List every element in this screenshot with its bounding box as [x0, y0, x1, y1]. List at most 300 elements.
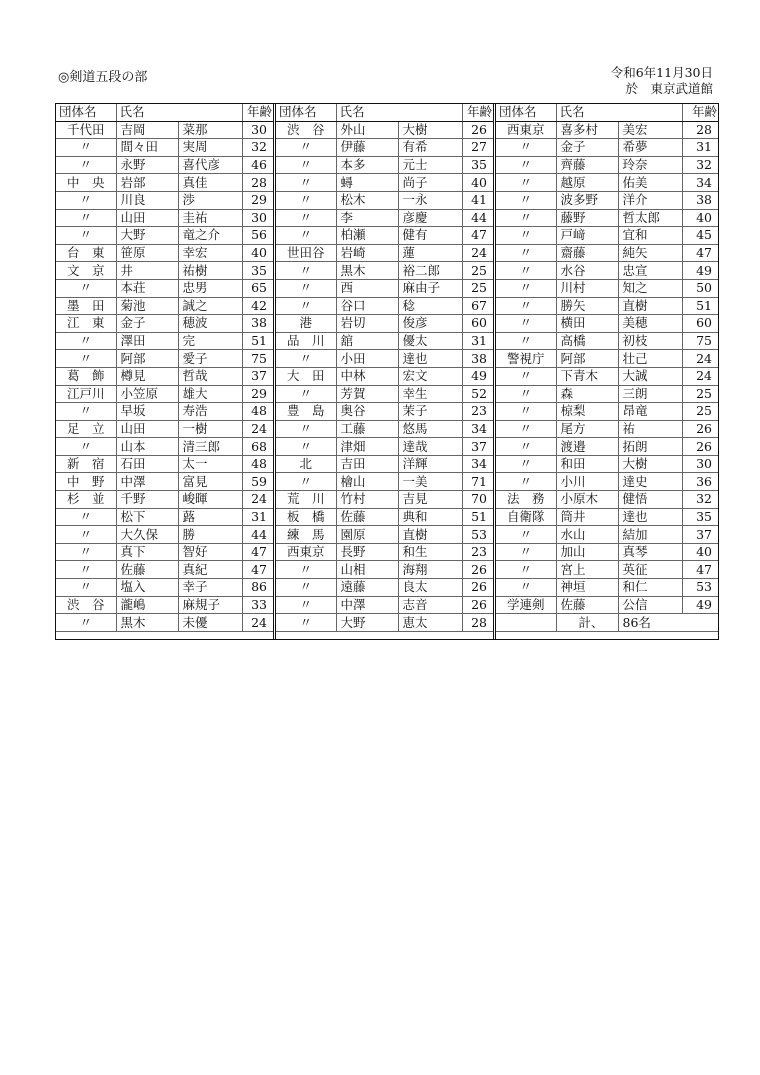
- surname-cell: 大久保: [116, 526, 178, 544]
- org-cell: 〃: [496, 297, 556, 315]
- surname-cell: 山本: [116, 438, 178, 456]
- org-cell: 〃: [276, 561, 336, 579]
- table-row: [276, 262, 493, 280]
- org-cell: 〃: [496, 139, 556, 157]
- table-row: [496, 350, 718, 368]
- surname-cell: 小笠原: [116, 385, 178, 403]
- given-name-cell: 結加: [618, 526, 682, 544]
- age-cell: 29: [242, 385, 273, 403]
- given-name-cell: 優太: [398, 332, 462, 350]
- org-cell: 〃: [276, 579, 336, 597]
- org-cell: 〃: [496, 315, 556, 333]
- surname-cell: 筒井: [556, 508, 618, 526]
- age-cell: 53: [682, 579, 718, 597]
- age-cell: 44: [242, 526, 273, 544]
- surname-cell: 津畑: [336, 438, 398, 456]
- surname-cell: 佐藤: [116, 561, 178, 579]
- surname-cell: 竹村: [336, 491, 398, 509]
- given-name-cell: 吉見: [398, 491, 462, 509]
- given-name-cell: 佑美: [618, 174, 682, 192]
- age-cell: 38: [462, 350, 493, 368]
- age-cell: 41: [462, 191, 493, 209]
- given-name-cell: 志音: [398, 596, 462, 614]
- org-cell: 世田谷: [276, 244, 336, 262]
- age-cell: 42: [242, 297, 273, 315]
- given-name-cell: 穂波: [178, 315, 242, 333]
- name-column-header: 氏名: [556, 104, 682, 121]
- org-cell: 〃: [56, 279, 116, 297]
- org-cell: 〃: [496, 367, 556, 385]
- surname-cell: 金子: [116, 315, 178, 333]
- age-cell: 32: [242, 139, 273, 157]
- given-name-cell: 太一: [178, 455, 242, 473]
- given-name-cell: 壮己: [618, 350, 682, 368]
- given-name-cell: 有希: [398, 139, 462, 157]
- surname-cell: 宮上: [556, 561, 618, 579]
- surname-cell: 勝矢: [556, 297, 618, 315]
- org-cell: 渋 谷: [276, 121, 336, 139]
- table-row: [496, 508, 718, 526]
- table-row: [496, 332, 718, 350]
- surname-cell: 戸﨑: [556, 227, 618, 245]
- given-name-cell: 直樹: [618, 297, 682, 315]
- table-row: [276, 561, 493, 579]
- org-cell: 練 馬: [276, 526, 336, 544]
- surname-cell: 横田: [556, 315, 618, 333]
- table-row: [276, 156, 493, 174]
- org-cell: 〃: [496, 227, 556, 245]
- given-name-cell: 大誠: [618, 367, 682, 385]
- given-name-cell: 良太: [398, 579, 462, 597]
- table-row: [56, 297, 273, 315]
- given-name-cell: 裕二郎: [398, 262, 462, 280]
- column-header-row: [496, 104, 718, 121]
- age-cell: 60: [682, 315, 718, 333]
- table-row: [496, 174, 718, 192]
- surname-cell: 岩部: [116, 174, 178, 192]
- org-cell: 西東京: [276, 543, 336, 561]
- age-cell: 86: [242, 579, 273, 597]
- surname-cell: 本荘: [116, 279, 178, 297]
- header-info: [611, 65, 713, 97]
- table-row: [56, 579, 273, 597]
- org-cell: 〃: [56, 191, 116, 209]
- age-cell: 32: [682, 491, 718, 509]
- org-cell: 葛 飾: [56, 367, 116, 385]
- roster-table-block: [276, 104, 493, 632]
- age-cell: 49: [682, 262, 718, 280]
- roster-table: [55, 103, 719, 640]
- age-cell: 50: [682, 279, 718, 297]
- total-label: 計、: [556, 614, 618, 632]
- org-cell: 品 川: [276, 332, 336, 350]
- age-cell: 49: [462, 367, 493, 385]
- age-cell: 47: [242, 561, 273, 579]
- age-cell: 75: [682, 332, 718, 350]
- given-name-cell: 真琴: [618, 543, 682, 561]
- table-row: [496, 596, 718, 614]
- given-name-cell: 恵太: [398, 614, 462, 632]
- org-cell: 〃: [496, 403, 556, 421]
- given-name-cell: 和仁: [618, 579, 682, 597]
- table-row: [276, 367, 493, 385]
- roster-block-3: [496, 104, 718, 639]
- given-name-cell: 一永: [398, 191, 462, 209]
- given-name-cell: 大樹: [398, 121, 462, 139]
- org-cell: 〃: [56, 508, 116, 526]
- table-row: [496, 403, 718, 421]
- surname-cell: 小原木: [556, 491, 618, 509]
- table-row: [276, 350, 493, 368]
- org-cell: 台 東: [56, 244, 116, 262]
- org-column-header: 団体名: [56, 104, 116, 121]
- surname-cell: 伊藤: [336, 139, 398, 157]
- age-cell: 53: [462, 526, 493, 544]
- surname-cell: 間々田: [116, 139, 178, 157]
- age-cell: 52: [462, 385, 493, 403]
- given-name-cell: 達哉: [398, 438, 462, 456]
- table-row: [496, 579, 718, 597]
- org-cell: 〃: [496, 174, 556, 192]
- surname-cell: 黒木: [116, 614, 178, 632]
- given-name-cell: 知之: [618, 279, 682, 297]
- org-cell: 杉 並: [56, 491, 116, 509]
- age-cell: 56: [242, 227, 273, 245]
- age-cell: 49: [682, 596, 718, 614]
- given-name-cell: 麻規子: [178, 596, 242, 614]
- surname-cell: 西: [336, 279, 398, 297]
- surname-cell: 大野: [116, 227, 178, 245]
- table-row: [56, 420, 273, 438]
- given-name-cell: 蓮: [398, 244, 462, 262]
- org-cell: 〃: [276, 227, 336, 245]
- surname-cell: 喜多村: [556, 121, 618, 139]
- given-name-cell: 英征: [618, 561, 682, 579]
- org-cell: 〃: [56, 438, 116, 456]
- given-name-cell: 美宏: [618, 121, 682, 139]
- surname-cell: 笹原: [116, 244, 178, 262]
- surname-cell: 遠藤: [336, 579, 398, 597]
- age-cell: 51: [462, 508, 493, 526]
- org-cell: 北: [276, 455, 336, 473]
- event-date: 令和6年11月30日: [610, 65, 713, 80]
- surname-cell: 澤田: [116, 332, 178, 350]
- surname-cell: 松下: [116, 508, 178, 526]
- table-row: [56, 315, 273, 333]
- given-name-cell: 一美: [398, 473, 462, 491]
- table-row: [56, 438, 273, 456]
- surname-cell: 佐藤: [336, 508, 398, 526]
- org-cell: 〃: [276, 139, 336, 157]
- org-cell: 新 宿: [56, 455, 116, 473]
- given-name-cell: 茉子: [398, 403, 462, 421]
- org-cell: 〃: [56, 350, 116, 368]
- given-name-cell: 大樹: [618, 455, 682, 473]
- surname-cell: 高橋: [556, 332, 618, 350]
- given-name-cell: 竜之介: [178, 227, 242, 245]
- table-row: [276, 227, 493, 245]
- org-cell: 〃: [496, 543, 556, 561]
- age-cell: 25: [682, 403, 718, 421]
- org-cell: 〃: [496, 332, 556, 350]
- age-cell: 51: [242, 332, 273, 350]
- table-row: [56, 262, 273, 280]
- table-row: [56, 279, 273, 297]
- given-name-cell: 雄大: [178, 385, 242, 403]
- given-name-cell: 達史: [618, 473, 682, 491]
- table-row: [496, 420, 718, 438]
- table-row: [496, 121, 718, 139]
- surname-cell: 工藤: [336, 420, 398, 438]
- age-cell: 47: [682, 561, 718, 579]
- age-cell: 26: [462, 121, 493, 139]
- table-row: [276, 543, 493, 561]
- table-row: [56, 156, 273, 174]
- org-cell: 港: [276, 315, 336, 333]
- org-cell: 江戸川: [56, 385, 116, 403]
- table-row: [276, 385, 493, 403]
- surname-cell: 小田: [336, 350, 398, 368]
- table-row: [56, 227, 273, 245]
- given-name-cell: 幸宏: [178, 244, 242, 262]
- age-cell: 30: [242, 209, 273, 227]
- surname-cell: 園原: [336, 526, 398, 544]
- given-name-cell: 洋介: [618, 191, 682, 209]
- given-name-cell: 幸子: [178, 579, 242, 597]
- org-column-header: 団体名: [496, 104, 556, 121]
- org-cell: 文 京: [56, 262, 116, 280]
- given-name-cell: 実周: [178, 139, 242, 157]
- surname-cell: 川良: [116, 191, 178, 209]
- table-row: [56, 455, 273, 473]
- given-name-cell: 一樹: [178, 420, 242, 438]
- age-cell: 31: [462, 332, 493, 350]
- table-row: [276, 526, 493, 544]
- table-row: [276, 438, 493, 456]
- surname-cell: 李: [336, 209, 398, 227]
- roster-table-block: [496, 104, 718, 632]
- org-cell: 〃: [496, 561, 556, 579]
- age-cell: 26: [462, 579, 493, 597]
- column-header-row: [56, 104, 273, 121]
- org-cell: 〃: [276, 385, 336, 403]
- table-row: [496, 139, 718, 157]
- table-row: [496, 526, 718, 544]
- org-cell: 〃: [496, 279, 556, 297]
- age-cell: 25: [682, 385, 718, 403]
- surname-cell: 永野: [116, 156, 178, 174]
- page-title: ◎剣道五段の部: [58, 70, 148, 85]
- age-cell: 47: [242, 543, 273, 561]
- org-cell: 〃: [276, 174, 336, 192]
- roster-block-2: [276, 104, 496, 639]
- age-cell: 24: [242, 491, 273, 509]
- table-row: [276, 191, 493, 209]
- surname-cell: 小川: [556, 473, 618, 491]
- given-name-cell: 海翔: [398, 561, 462, 579]
- table-row: [496, 438, 718, 456]
- surname-cell: 中澤: [336, 596, 398, 614]
- age-cell: 26: [682, 420, 718, 438]
- age-cell: 70: [462, 491, 493, 509]
- given-name-cell: 智好: [178, 543, 242, 561]
- age-cell: 32: [682, 156, 718, 174]
- table-row: [56, 403, 273, 421]
- age-cell: 24: [242, 420, 273, 438]
- given-name-cell: 愛子: [178, 350, 242, 368]
- age-cell: 26: [682, 438, 718, 456]
- table-row: [496, 227, 718, 245]
- age-cell: 26: [462, 561, 493, 579]
- age-cell: 31: [242, 508, 273, 526]
- table-row: [56, 244, 273, 262]
- table-row: [276, 174, 493, 192]
- org-cell: 〃: [276, 596, 336, 614]
- surname-cell: 樽見: [116, 367, 178, 385]
- age-cell: 25: [462, 279, 493, 297]
- table-row: [276, 491, 493, 509]
- org-cell: 警視庁: [496, 350, 556, 368]
- given-name-cell: 美穂: [618, 315, 682, 333]
- given-name-cell: 悠馬: [398, 420, 462, 438]
- org-cell: 中 野: [56, 473, 116, 491]
- given-name-cell: 達也: [618, 508, 682, 526]
- given-name-cell: 拓朗: [618, 438, 682, 456]
- age-cell: 34: [462, 455, 493, 473]
- given-name-cell: 祐: [618, 420, 682, 438]
- org-cell: 〃: [56, 403, 116, 421]
- age-cell: 36: [682, 473, 718, 491]
- age-cell: 37: [682, 526, 718, 544]
- age-cell: 34: [462, 420, 493, 438]
- surname-cell: 柏瀬: [336, 227, 398, 245]
- org-cell: 〃: [496, 579, 556, 597]
- org-cell: 江 東: [56, 315, 116, 333]
- given-name-cell: 真佳: [178, 174, 242, 192]
- surname-cell: 金子: [556, 139, 618, 157]
- surname-cell: 檜山: [336, 473, 398, 491]
- given-name-cell: 彦慶: [398, 209, 462, 227]
- surname-cell: 阿部: [556, 350, 618, 368]
- age-column-header: 年齢: [682, 104, 718, 121]
- column-header-row: [276, 104, 493, 121]
- table-row: [276, 139, 493, 157]
- org-cell: 学連剣: [496, 596, 556, 614]
- age-cell: 46: [242, 156, 273, 174]
- surname-cell: 長野: [336, 543, 398, 561]
- org-cell: 〃: [276, 420, 336, 438]
- given-name-cell: 俊彦: [398, 315, 462, 333]
- given-name-cell: 初枝: [618, 332, 682, 350]
- table-row: [276, 596, 493, 614]
- given-name-cell: 稔: [398, 297, 462, 315]
- age-cell: 59: [242, 473, 273, 491]
- surname-cell: 井: [116, 262, 178, 280]
- table-row: [496, 385, 718, 403]
- table-row: [276, 244, 493, 262]
- given-name-cell: 峻暉: [178, 491, 242, 509]
- given-name-cell: 希夢: [618, 139, 682, 157]
- surname-cell: 越原: [556, 174, 618, 192]
- age-cell: 37: [242, 367, 273, 385]
- table-row: [276, 420, 493, 438]
- given-name-cell: 蕗: [178, 508, 242, 526]
- surname-cell: 吉岡: [116, 121, 178, 139]
- surname-cell: 中澤: [116, 473, 178, 491]
- age-cell: 28: [242, 174, 273, 192]
- surname-cell: 佐藤: [556, 596, 618, 614]
- surname-cell: 真下: [116, 543, 178, 561]
- given-name-cell: 祐樹: [178, 262, 242, 280]
- name-column-header: 氏名: [116, 104, 242, 121]
- given-name-cell: 哲太郎: [618, 209, 682, 227]
- table-row: [276, 297, 493, 315]
- age-cell: 68: [242, 438, 273, 456]
- surname-cell: 吉田: [336, 455, 398, 473]
- age-cell: 44: [462, 209, 493, 227]
- total-row: [496, 614, 718, 632]
- surname-cell: 岩崎: [336, 244, 398, 262]
- table-row: [56, 209, 273, 227]
- org-cell: 足 立: [56, 420, 116, 438]
- surname-cell: 尾方: [556, 420, 618, 438]
- given-name-cell: 公信: [618, 596, 682, 614]
- org-cell: 法 務: [496, 491, 556, 509]
- org-cell: 中 央: [56, 174, 116, 192]
- age-cell: 30: [242, 121, 273, 139]
- given-name-cell: 麻由子: [398, 279, 462, 297]
- table-row: [276, 279, 493, 297]
- table-row: [56, 139, 273, 157]
- org-cell: 大 田: [276, 367, 336, 385]
- age-cell: 28: [462, 614, 493, 632]
- table-row: [276, 403, 493, 421]
- given-name-cell: 未優: [178, 614, 242, 632]
- age-cell: 24: [682, 350, 718, 368]
- age-cell: 26: [462, 596, 493, 614]
- surname-cell: 山相: [336, 561, 398, 579]
- table-row: [56, 174, 273, 192]
- table-row: [276, 332, 493, 350]
- age-cell: 71: [462, 473, 493, 491]
- org-cell: 〃: [496, 455, 556, 473]
- given-name-cell: 菜那: [178, 121, 242, 139]
- org-cell: 〃: [56, 526, 116, 544]
- org-cell: 墨 田: [56, 297, 116, 315]
- given-name-cell: 達也: [398, 350, 462, 368]
- age-cell: 45: [682, 227, 718, 245]
- surname-cell: 藤野: [556, 209, 618, 227]
- table-row: [56, 614, 273, 632]
- given-name-cell: 完: [178, 332, 242, 350]
- org-cell: 〃: [276, 297, 336, 315]
- given-name-cell: 渉: [178, 191, 242, 209]
- given-name-cell: 洋輝: [398, 455, 462, 473]
- age-cell: 25: [462, 262, 493, 280]
- surname-cell: 瀧嶋: [116, 596, 178, 614]
- table-row: [496, 543, 718, 561]
- surname-cell: 椋梨: [556, 403, 618, 421]
- surname-cell: 奥谷: [336, 403, 398, 421]
- table-row: [276, 579, 493, 597]
- given-name-cell: 清三郎: [178, 438, 242, 456]
- age-cell: 40: [682, 209, 718, 227]
- given-name-cell: 寿浩: [178, 403, 242, 421]
- given-name-cell: 健悟: [618, 491, 682, 509]
- org-cell: 〃: [276, 262, 336, 280]
- org-cell: 〃: [56, 543, 116, 561]
- org-cell: 〃: [276, 350, 336, 368]
